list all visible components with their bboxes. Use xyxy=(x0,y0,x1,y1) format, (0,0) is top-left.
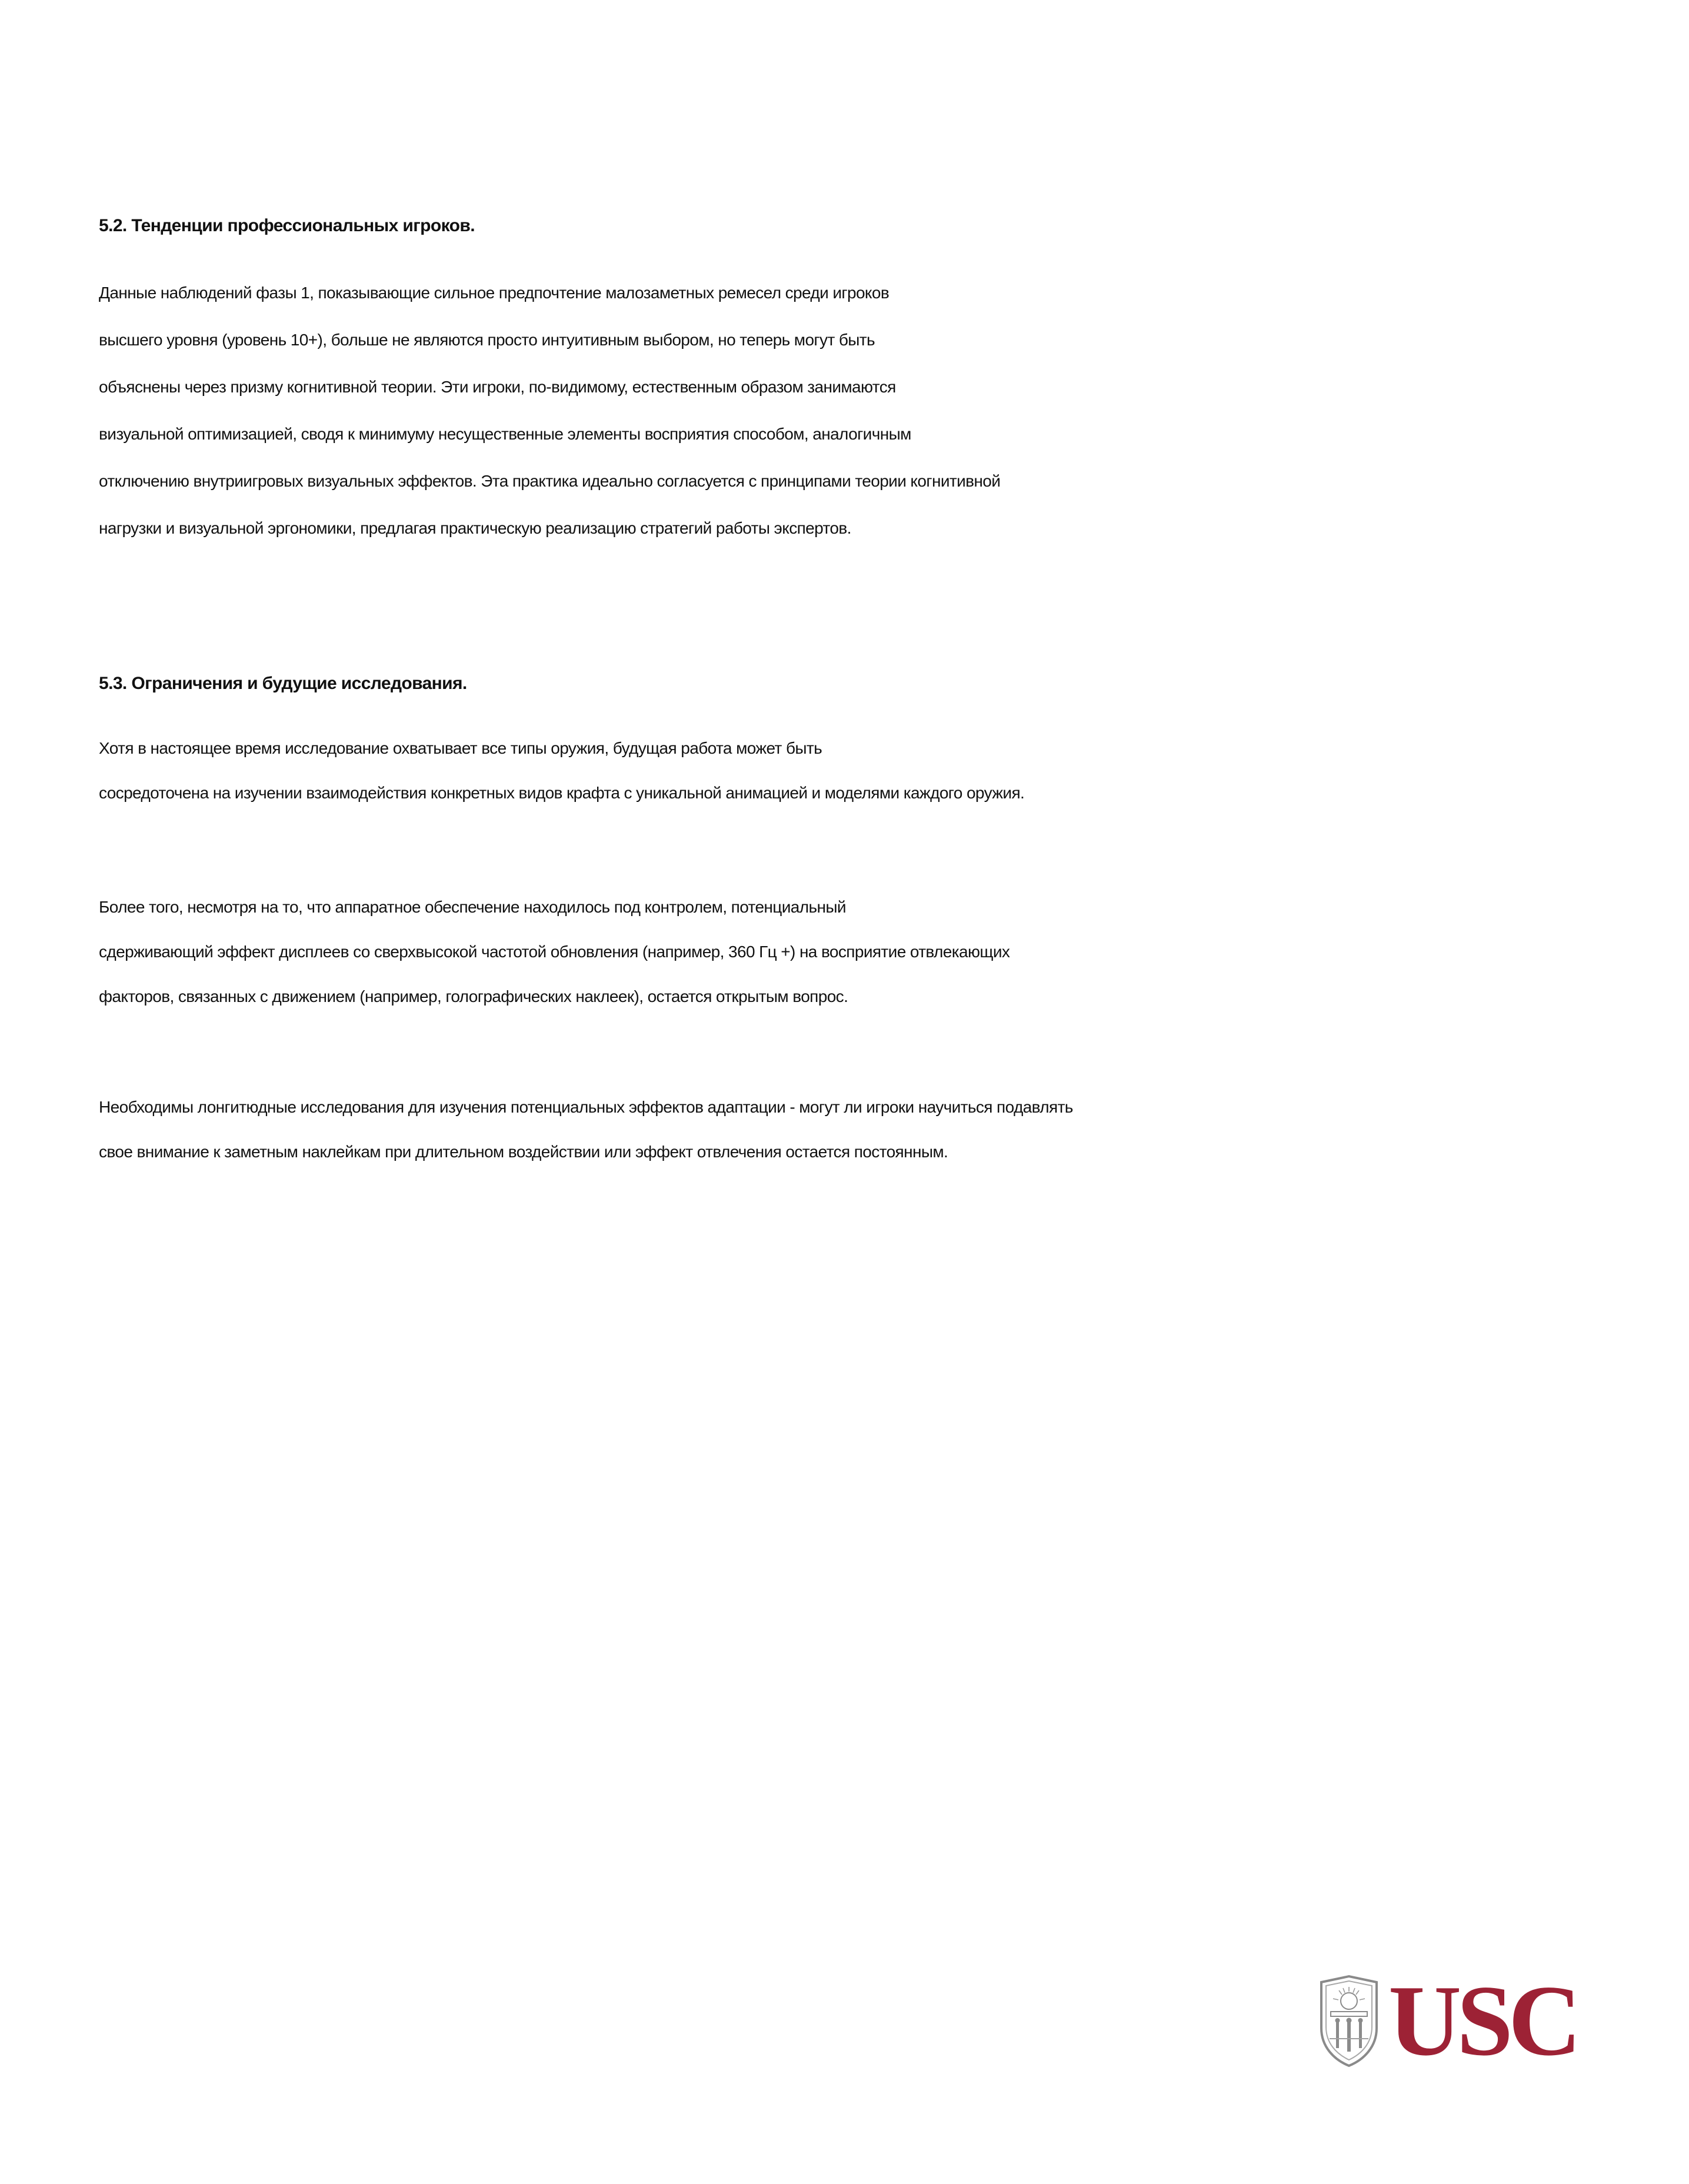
text-line: сосредоточена на изучении взаимодействия конкретных видов крафта с уникальной анимацией и моделями каждого оружия. xyxy=(99,784,1025,802)
text-line: визуальной оптимизацией, сводя к минимуму несущественные элементы восприятия способом, аналогичным xyxy=(99,425,911,443)
paragraph-longitudinal-studies xyxy=(99,1085,1393,1174)
usc-logo xyxy=(1317,1965,1587,2077)
text-line: Хотя в настоящее время исследование охватывает все типы оружия, будущая работа может быть xyxy=(99,739,822,757)
text-line: отключению внутриигровых визуальных эффектов. Эта практика идеально согласуется с принципами теории когнитивной xyxy=(99,472,1001,490)
section-heading-5-3: 5.3. Ограничения и будущие исследования. xyxy=(99,674,467,693)
text-line: сдерживающий эффект дисплеев со сверхвысокой частотой обновления (например, 360 Гц +) на восприятие отвлекающих xyxy=(99,943,1010,961)
paragraph-hardware-displays xyxy=(99,885,1393,1019)
page-content xyxy=(99,207,1393,1174)
text-line: высшего уровня (уровень 10+), больше не являются просто интуитивным выбором, но теперь могут быть xyxy=(99,331,875,349)
paragraph-weapon-types xyxy=(99,726,1393,815)
text-line: Более того, несмотря на то, что аппаратное обеспечение находилось под контролем, потенциальный xyxy=(99,898,846,916)
text-line: факторов, связанных с движением (например, голографических наклеек), остается открытым вопрос. xyxy=(99,987,848,1006)
text-line: Необходимы лонгитюдные исследования для изучения потенциальных эффектов адаптации - могут ли игроки научиться подавлять xyxy=(99,1098,1073,1116)
text-line: объяснены через призму когнитивной теории. Эти игроки, по-видимому, естественным образом занимаются xyxy=(99,378,896,396)
paragraph-pro-players-trends xyxy=(99,269,1393,552)
shield-icon xyxy=(1317,1974,1381,2068)
text-line: свое внимание к заметным наклейкам при длительном воздействии или эффект отвлечения остается постоянным. xyxy=(99,1143,948,1161)
text-line: Данные наблюдений фазы 1, показывающие сильное предпочтение малозаметных ремесел среди игроков xyxy=(99,284,890,302)
section-heading-5-2: 5.2. Тенденции профессиональных игроков. xyxy=(99,216,475,235)
usc-wordmark: USC xyxy=(1388,1965,1577,2077)
text-line: нагрузки и визуальной эргономики, предлагая практическую реализацию стратегий работы экспертов. xyxy=(99,519,851,537)
